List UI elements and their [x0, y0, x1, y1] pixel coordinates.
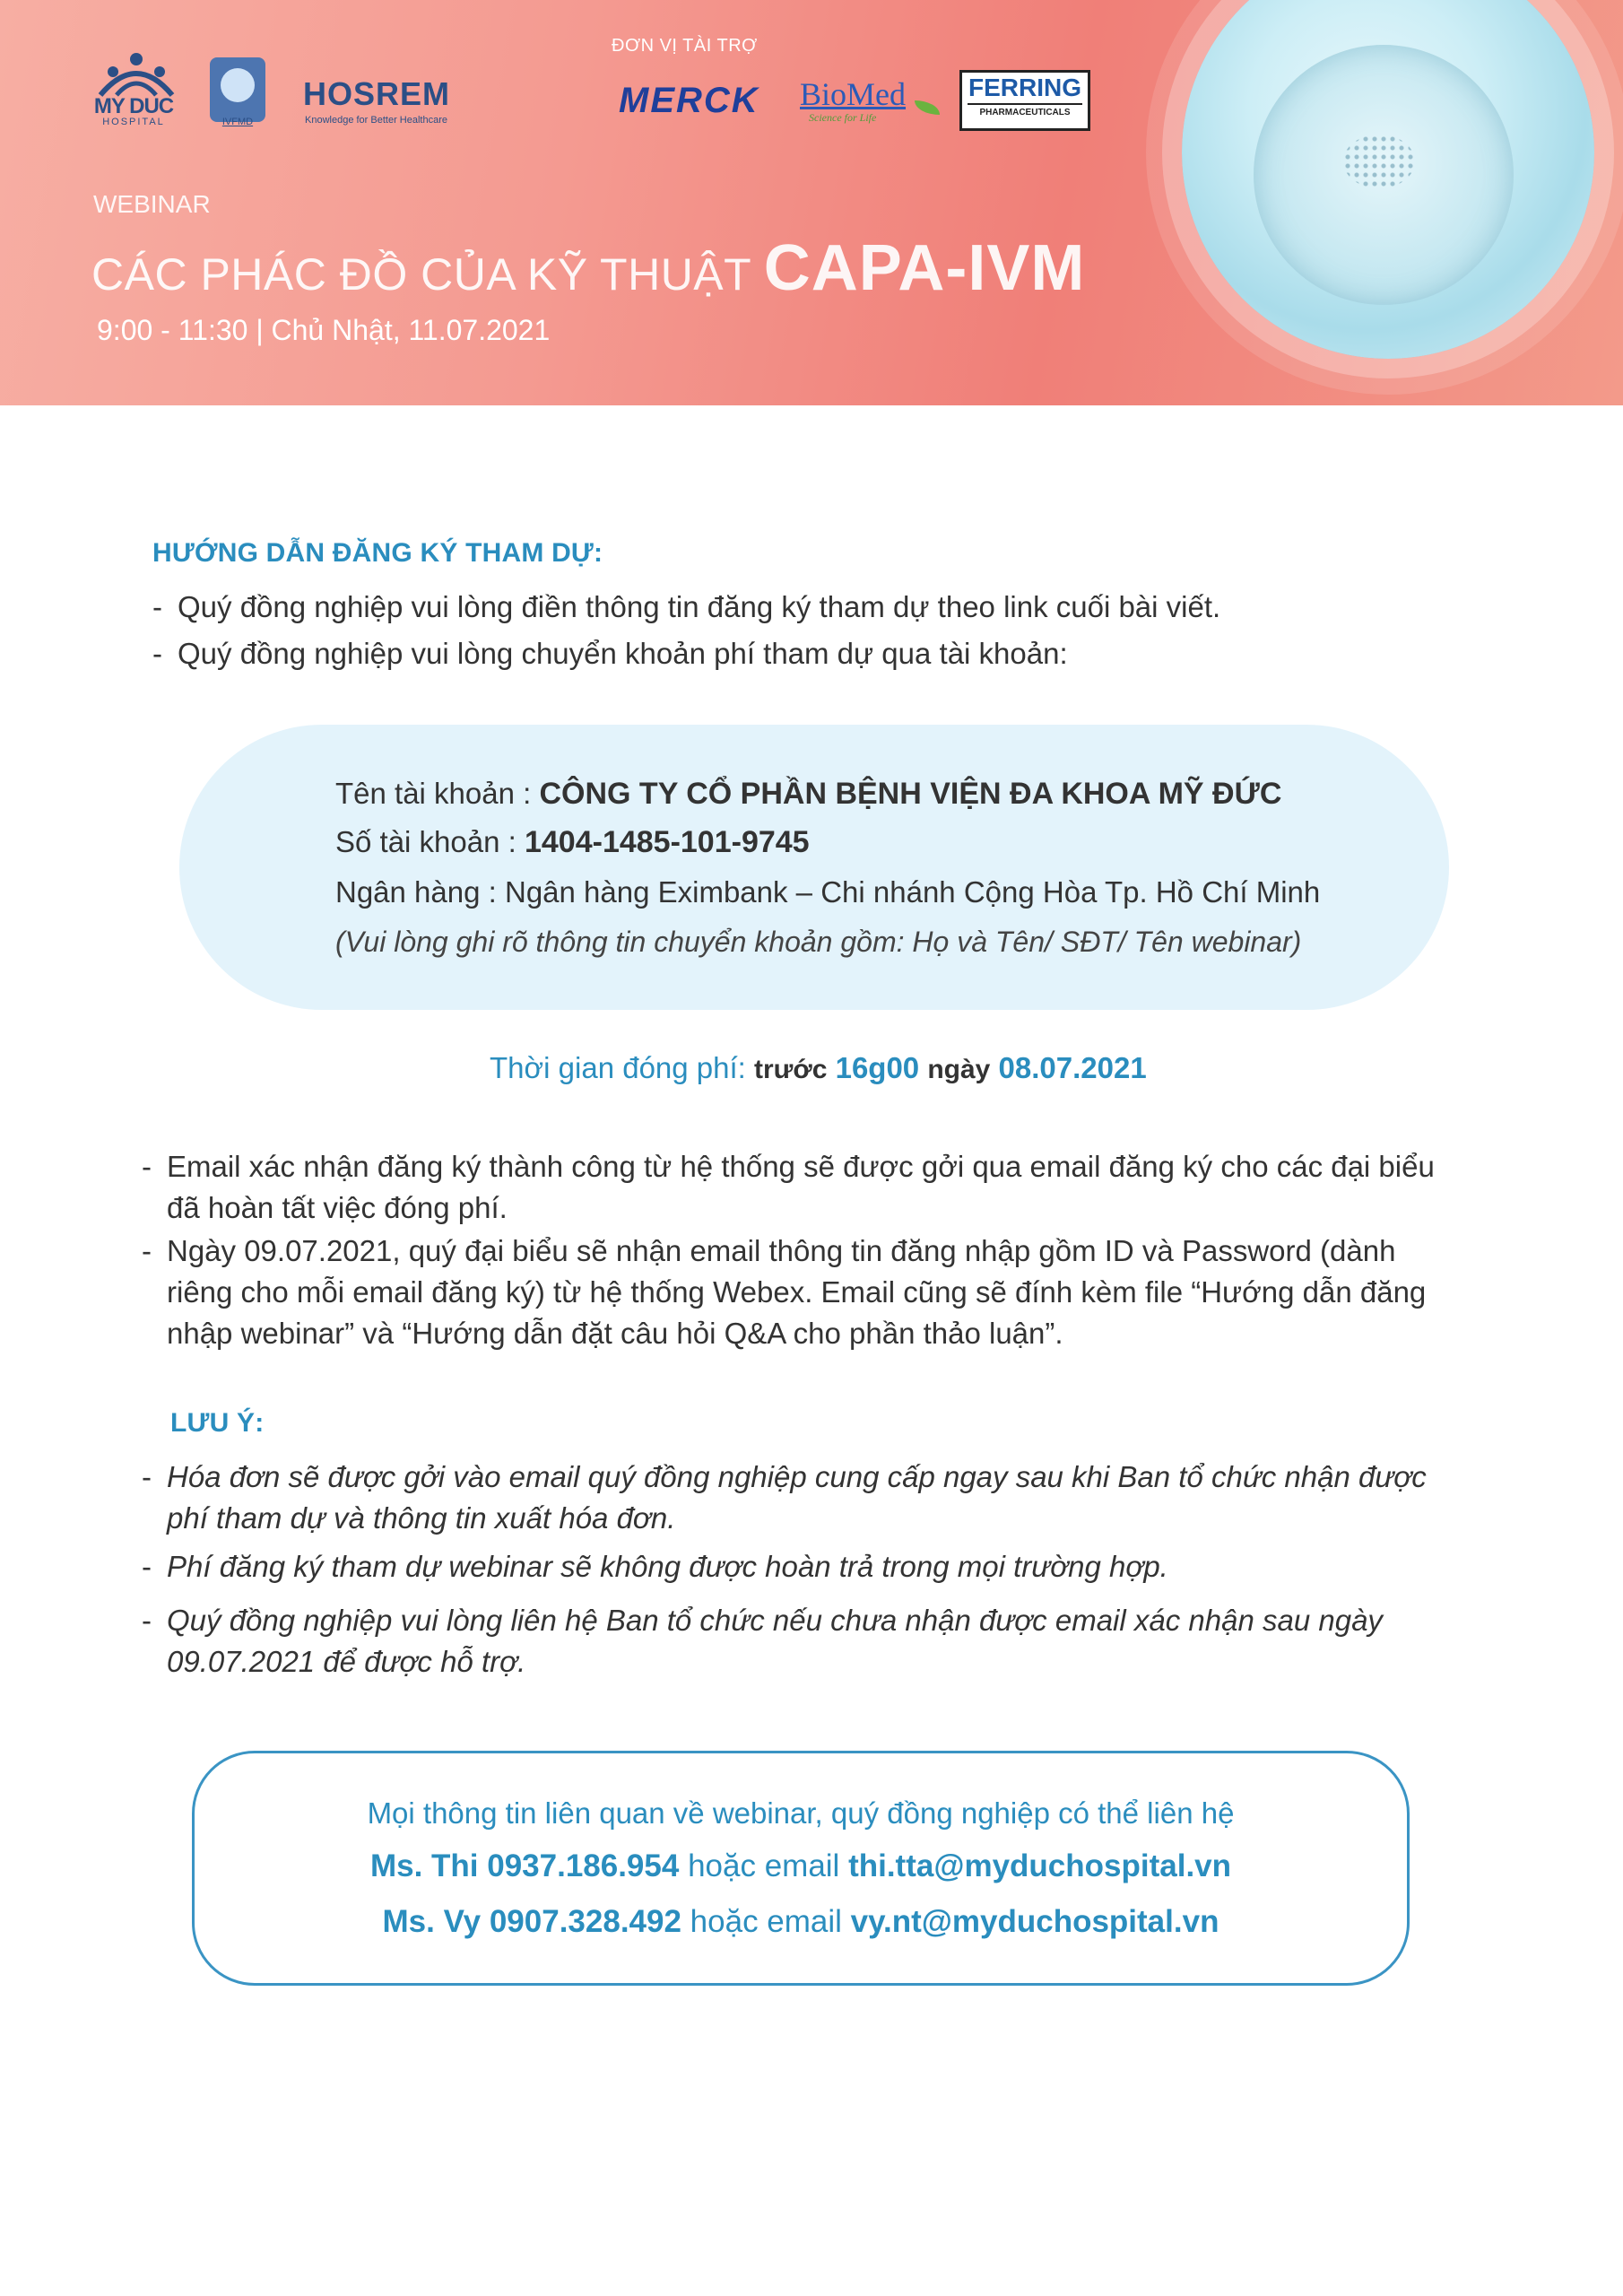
my-duc-logo-subtitle: HOSPITAL	[102, 117, 165, 127]
biomed-tagline: Science for Life	[809, 111, 877, 124]
notes-title: LƯU Ý:	[170, 1408, 265, 1438]
webinar-date-time: 9:00 - 11:30 | Chủ Nhật, 11.07.2021	[97, 314, 551, 346]
registration-title: HƯỚNG DẪN ĐĂNG KÝ THAM DỰ:	[152, 538, 603, 568]
list-item: - Phí đăng ký tham dự webinar sẽ không được hoàn trả trong mọi trường hợp.	[142, 1550, 1168, 1583]
account-number: Số tài khoản : 1404-1485-101-9745	[335, 825, 810, 859]
list-item: - Quý đồng nghiệp vui lòng chuyển khoản phí tham dự qua tài khoản:	[152, 637, 1068, 670]
list-item: - Quý đồng nghiệp vui lòng điền thông tin đăng ký tham dự theo link cuối bài viết.	[152, 590, 1221, 623]
contact-line: Ms. Thi 0937.186.954 hoặc email thi.tta@myduchospital.vn	[369, 1848, 1232, 1883]
ivfmd-logo-text: IVFMD	[221, 117, 254, 127]
contact-name-phone: Ms. Thi 0937.186.954	[369, 1848, 680, 1883]
webinar-banner	[0, 0, 1623, 405]
merck-logo: MERCK	[619, 81, 759, 120]
contact-line: Ms. Vy 0907.328.492 hoặc email vy.nt@myduchospital.vn	[382, 1904, 1219, 1939]
bank-account-box	[179, 725, 1449, 1010]
hosrem-tagline: Knowledge for Better Healthcare	[305, 115, 447, 126]
contact-intro: Mọi thông tin liên quan về webinar, quý đồng nghiệp có thể liên hệ	[367, 1796, 1235, 1830]
list-item: - Email xác nhận đăng ký thành công từ hệ thống sẽ được gởi qua email đăng ký cho các đại biểu đã hoàn tất việc đóng phí.	[142, 1150, 1435, 1224]
contact-email-link[interactable]: vy.nt@myduchospital.vn	[850, 1904, 1219, 1939]
leaf-icon	[915, 100, 940, 115]
webinar-tag: WEBINAR	[93, 190, 211, 218]
list-item: - Hóa đơn sẽ được gởi vào email quý đồng nghiệp cung cấp ngay sau khi Ban tổ chức nhận được phí tham dự và thông tin xuất hóa đơn.	[142, 1460, 1427, 1535]
ferring-logo: FERRING PHARMACEUTICALS	[959, 70, 1090, 131]
payment-deadline: Thời gian đóng phí: trước 16g00 ngày 08.07.2021	[490, 1051, 1147, 1084]
transfer-note: (Vui lòng ghi rõ thông tin chuyển khoản gồm: Họ và Tên/ SĐT/ Tên webinar)	[335, 926, 1302, 958]
biomed-logo: BioMed	[800, 76, 907, 112]
contact-name-phone: Ms. Vy 0907.328.492	[382, 1904, 681, 1939]
account-bank: Ngân hàng : Ngân hàng Eximbank – Chi nhánh Cộng Hòa Tp. Hồ Chí Minh	[335, 875, 1321, 909]
list-item: - Quý đồng nghiệp vui lòng liên hệ Ban tổ chức nếu chưa nhận được email xác nhận sau ngày 09.07.2021 để được hỗ trợ.	[142, 1604, 1383, 1678]
oocyte-image	[1182, 0, 1594, 359]
list-item: - Ngày 09.07.2021, quý đại biểu sẽ nhận email thông tin đăng nhập gồm ID và Password (dành riêng cho mỗi email đăng ký) từ hệ thống Webex. Email cũng sẽ đính kèm file “Hướng dẫn đăng nhập webinar” và “Hướng dẫn đặt câu hỏi Q&A cho phần thảo luận”.	[142, 1234, 1427, 1350]
contact-email-link[interactable]: thi.tta@myduchospital.vn	[848, 1848, 1232, 1883]
sponsor-label: ĐƠN VỊ TÀI TRỢ	[612, 36, 758, 56]
webinar-title-main: CAPA-IVM	[763, 232, 1086, 304]
webinar-title: CÁC PHÁC ĐỒ CỦA KỸ THUẬT CAPA-IVM	[91, 232, 1086, 304]
account-name: Tên tài khoản : CÔNG TY CỔ PHẦN BỆNH VIỆN ĐA KHOA MỸ ĐỨC	[335, 777, 1282, 811]
hosrem-logo: HOSREM	[303, 75, 451, 112]
my-duc-logo-text: MY DUC	[93, 94, 174, 118]
contact-box	[192, 1751, 1410, 1986]
